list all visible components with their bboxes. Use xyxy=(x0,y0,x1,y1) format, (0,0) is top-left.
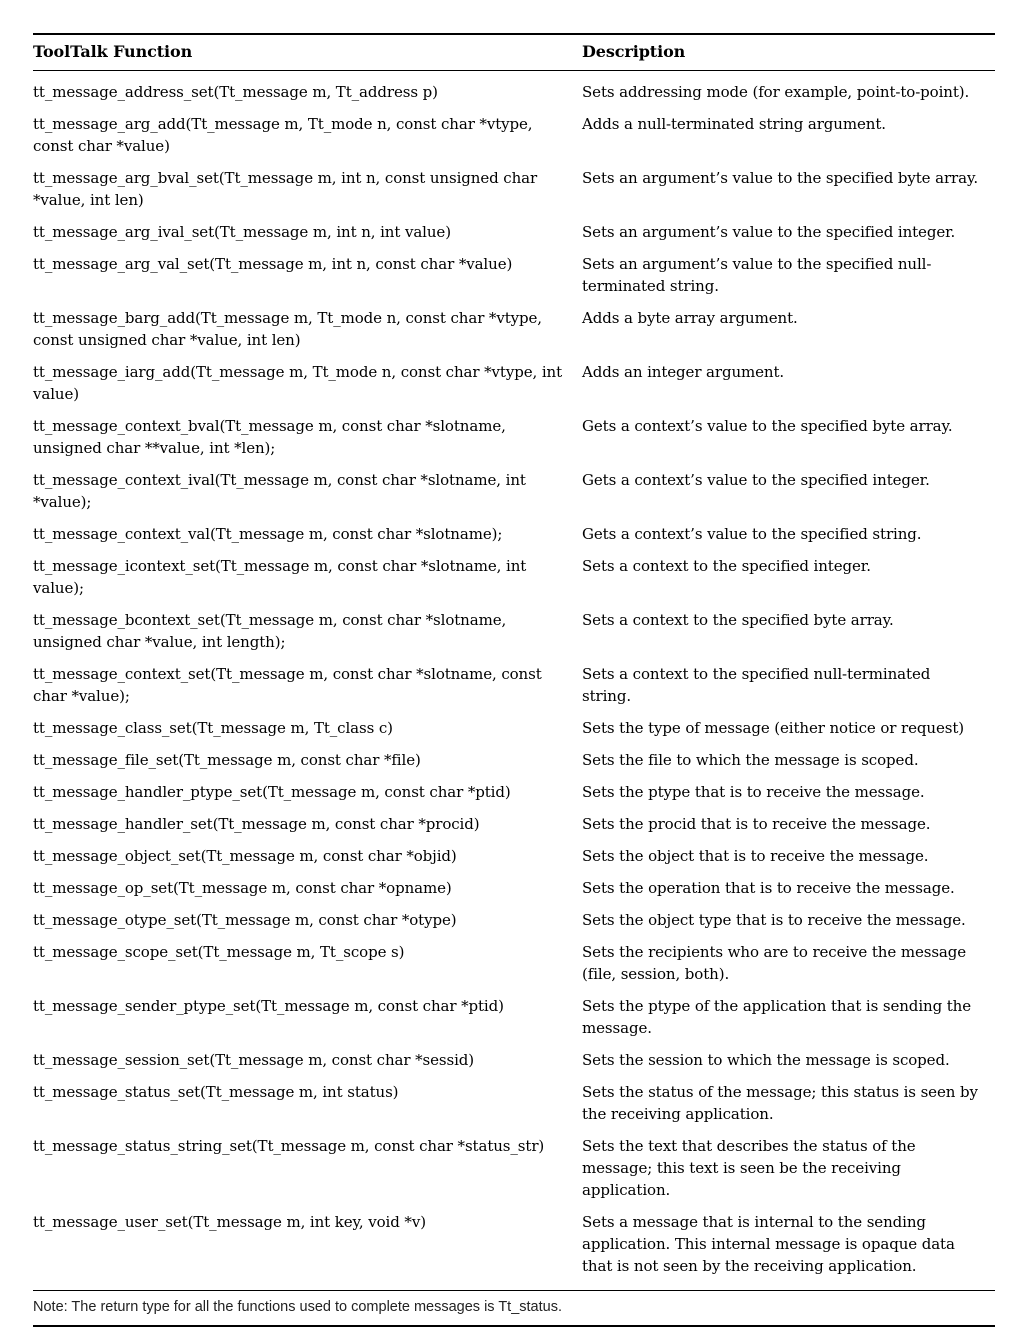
function-cell: tt_message_arg_add(Tt_message m, Tt_mode n, const char *vtype, const char *value) xyxy=(33,115,533,155)
table-row xyxy=(33,523,995,545)
description-cell: Adds a null-terminated string argument. xyxy=(582,115,886,133)
description-cell: Gets a context’s value to the specified string. xyxy=(582,525,922,543)
table-row xyxy=(33,415,995,459)
function-cell: tt_message_arg_ival_set(Tt_message m, int n, int value) xyxy=(33,223,451,241)
description-cell: Sets the file to which the message is scoped. xyxy=(582,751,919,769)
function-cell: tt_message_object_set(Tt_message m, const char *objid) xyxy=(33,847,457,865)
table-row xyxy=(33,995,995,1039)
function-cell: tt_message_session_set(Tt_message m, const char *sessid) xyxy=(33,1051,475,1069)
description-cell: Sets a context to the specified integer. xyxy=(582,557,871,575)
description-cell: Sets the operation that is to receive the message. xyxy=(582,879,955,897)
function-cell: tt_message_file_set(Tt_message m, const char *file) xyxy=(33,751,421,769)
function-cell: tt_message_handler_ptype_set(Tt_message m, const char *ptid) xyxy=(33,783,511,801)
function-cell: tt_message_context_ival(Tt_message m, const char *slotname, int *value); xyxy=(33,471,526,511)
function-cell: tt_message_handler_set(Tt_message m, const char *procid) xyxy=(33,815,480,833)
function-cell: tt_message_address_set(Tt_message m, Tt_address p) xyxy=(33,83,438,101)
function-cell: tt_message_status_string_set(Tt_message m, const char *status_str) xyxy=(33,1137,545,1155)
function-cell: tt_message_context_bval(Tt_message m, const char *slotname, unsigned char **value, int *len); xyxy=(33,417,506,457)
function-cell: tt_message_otype_set(Tt_message m, const char *otype) xyxy=(33,911,457,929)
function-cell: tt_message_icontext_set(Tt_message m, const char *slotname, int value); xyxy=(33,557,527,597)
function-cell: tt_message_iarg_add(Tt_message m, Tt_mode n, const char *vtype, int value) xyxy=(33,363,563,403)
description-cell: Sets the procid that is to receive the message. xyxy=(582,815,931,833)
description-cell: Sets the recipients who are to receive the message (file, session, both). xyxy=(582,943,967,983)
table-row xyxy=(33,781,995,803)
description-cell: Adds an integer argument. xyxy=(582,363,785,381)
function-cell: tt_message_arg_bval_set(Tt_message m, int n, const unsigned char *value, int len) xyxy=(33,169,538,209)
column-header-description: Description xyxy=(582,42,686,61)
description-cell: Sets the ptype that is to receive the message. xyxy=(582,783,925,801)
table-row xyxy=(33,469,995,513)
description-cell: Sets the text that describes the status of the message; this text is seen be the receiving application. xyxy=(582,1137,916,1199)
table-row xyxy=(33,1211,995,1277)
table-row xyxy=(33,813,995,835)
table-row xyxy=(33,1049,995,1071)
table-row xyxy=(33,909,995,931)
description-cell: Sets the session to which the message is scoped. xyxy=(582,1051,950,1069)
table-row xyxy=(33,717,995,739)
table-row xyxy=(33,361,995,405)
function-cell: tt_message_arg_val_set(Tt_message m, int n, const char *value) xyxy=(33,255,513,273)
description-cell: Sets an argument’s value to the specified byte array. xyxy=(582,169,978,187)
description-cell: Sets the object that is to receive the message. xyxy=(582,847,929,865)
function-cell: tt_message_status_set(Tt_message m, int status) xyxy=(33,1083,399,1101)
description-cell: Sets addressing mode (for example, point-to-point). xyxy=(582,83,970,101)
table-row xyxy=(33,221,995,243)
description-cell: Sets the type of message (either notice or request) xyxy=(582,719,964,737)
table-row xyxy=(33,749,995,771)
description-cell: Sets a context to the specified byte array. xyxy=(582,611,894,629)
description-cell: Adds a byte array argument. xyxy=(582,309,798,327)
table-row xyxy=(33,609,995,653)
function-cell: tt_message_barg_add(Tt_message m, Tt_mode n, const char *vtype, const unsigned char *value, int len) xyxy=(33,309,542,349)
description-cell: Gets a context’s value to the specified integer. xyxy=(582,471,930,489)
table-row xyxy=(33,1081,995,1125)
table-row xyxy=(33,877,995,899)
description-cell: Sets the ptype of the application that is sending the message. xyxy=(582,997,972,1037)
description-cell: Sets a context to the specified null-terminated string. xyxy=(582,665,931,705)
function-cell: tt_message_bcontext_set(Tt_message m, const char *slotname, unsigned char *value, int length); xyxy=(33,611,507,651)
table-row xyxy=(33,113,995,157)
table-row xyxy=(33,663,995,707)
function-cell: tt_message_user_set(Tt_message m, int key, void *v) xyxy=(33,1213,426,1231)
table-body xyxy=(33,71,995,1290)
function-cell: tt_message_scope_set(Tt_message m, Tt_scope s) xyxy=(33,943,405,961)
description-cell: Sets the object type that is to receive the message. xyxy=(582,911,966,929)
table-row xyxy=(33,555,995,599)
description-cell: Sets the status of the message; this status is seen by the receiving application. xyxy=(582,1083,978,1123)
table-row xyxy=(33,167,995,211)
function-cell: tt_message_class_set(Tt_message m, Tt_class c) xyxy=(33,719,393,737)
table-note: Note: The return type for all the functions used to complete messages is Tt_status. xyxy=(33,1299,562,1315)
table-row xyxy=(33,941,995,985)
function-cell: tt_message_context_set(Tt_message m, const char *slotname, const char *value); xyxy=(33,665,542,705)
table-row xyxy=(33,81,995,103)
description-cell: Sets an argument’s value to the specified null-terminated string. xyxy=(582,255,932,295)
function-reference-table xyxy=(33,33,995,1327)
table-row xyxy=(33,845,995,867)
function-cell: tt_message_op_set(Tt_message m, const char *opname) xyxy=(33,879,452,897)
table-row xyxy=(33,1135,995,1201)
table-header-row xyxy=(33,35,995,70)
function-cell: tt_message_context_val(Tt_message m, const char *slotname); xyxy=(33,525,503,543)
column-header-function: ToolTalk Function xyxy=(33,42,193,61)
function-cell: tt_message_sender_ptype_set(Tt_message m, const char *ptid) xyxy=(33,997,504,1015)
description-cell: Sets an argument’s value to the specified integer. xyxy=(582,223,956,241)
description-cell: Sets a message that is internal to the sending application. This internal message is opaque data that is not seen by the receiving application. xyxy=(582,1213,955,1275)
table-row xyxy=(33,253,995,297)
table-bottom-rule xyxy=(33,1325,995,1327)
table-row xyxy=(33,307,995,351)
description-cell: Gets a context’s value to the specified byte array. xyxy=(582,417,953,435)
